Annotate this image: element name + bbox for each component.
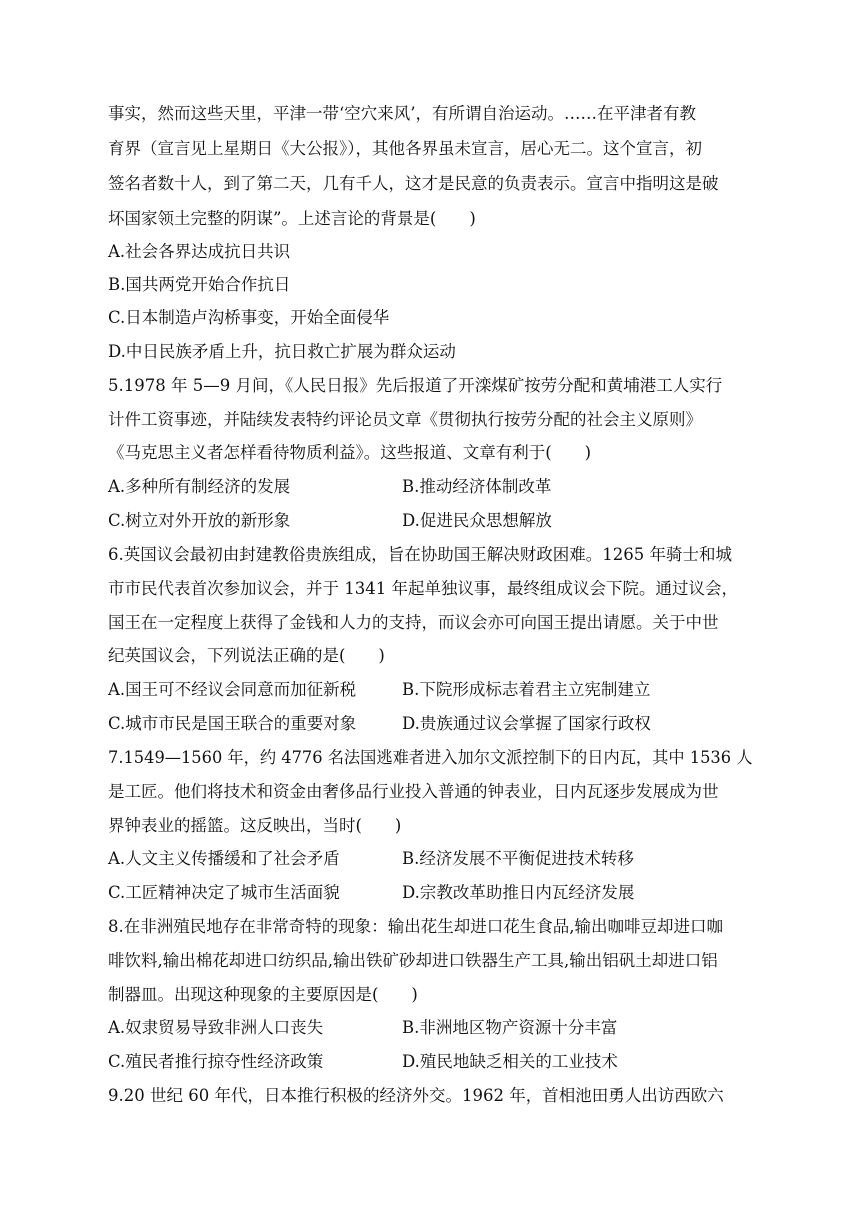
q5-option-c: C.树立对外开放的新形象 [108,511,291,530]
q4-stem-line: 事实，然而这些天里，平津一带‘空穴来风’，有所谓自治运动。……在平津者有教 [108,104,696,123]
q8-stem-line: 啡饮料,输出棉花却进口纺织品,输出铁矿砂却进口铁器生产工具,输出铝矾土却进口铝 [108,951,718,970]
q4-stem-line: 坏国家领土完整的阴谋”。上述言论的背景是( ) [108,209,476,228]
q6-stem-line: 纪英国议会，下列说法正确的是( ) [108,646,385,665]
q7-option-c: C.工匠精神决定了城市生活面貌 [108,883,340,902]
q6-option-c: C.城市市民是国王联合的重要对象 [108,714,357,733]
q5-option-d: D.促进民众思想解放 [402,511,552,530]
q8-stem-line: 8.在非洲殖民地存在非常奇特的现象：输出花生却进口花生食品,输出咖啡豆却进口咖 [108,917,723,936]
q5-stem-line: 5.1978 年 5—9 月间，《人民日报》先后报道了开滦煤矿按劳分配和黄埔港工人实行 [108,376,723,395]
q8-stem-line: 制器皿。出现这种现象的主要原因是( ) [108,985,418,1004]
q6-stem-line: 国王在一定程度上获得了金钱和人力的支持，而议会亦可向国王提出请愿。关于中世 [108,613,719,632]
q7-stem-line: 是工匠。他们将技术和资金由奢侈品行业投入普通的钟表业，日内瓦逐步发展成为世 [108,782,719,801]
q6-stem-line: 市市民代表首次参加议会，并于 1341 年起单独议事，最终组成议会下院。通过议会， [108,579,738,598]
q4-stem-line: 签名者数十人，到了第二天，几有千人，这才是民意的负责表示。宣言中指明这是破 [108,174,719,193]
q5-option-a: A.多种所有制经济的发展 [108,477,291,496]
q8-option-d: D.殖民地缺乏相关的工业技术 [402,1052,618,1071]
q7-stem-line: 界钟表业的摇篮。这反映出，当时( ) [108,816,402,835]
q4-option-b: B.国共两党开始合作抗日 [108,275,291,294]
q7-option-b: B.经济发展不平衡促进技术转移 [402,849,634,868]
q9-stem-line: 9.20 世纪 60 年代，日本推行积极的经济外交。1962 年，首相池田勇人出访西欧六 [108,1086,724,1105]
q6-option-b: B.下院形成标志着君主立宪制建立 [402,680,651,699]
q7-option-a: A.人文主义传播缓和了社会矛盾 [108,849,340,868]
q5-stem-line: 《马克思主义者怎样看待物质利益》。这些报道、文章有利于( ) [108,443,592,462]
q8-option-b: B.非洲地区物产资源十分丰富 [402,1018,618,1037]
q6-option-d: D.贵族通过议会掌握了国家行政权 [402,714,651,733]
q4-option-c: C.日本制造卢沟桥事变，开始全面侵华 [108,308,390,327]
q4-option-a: A.社会各界达成抗日共识 [108,242,291,261]
q7-option-d: D.宗教改革助推日内瓦经济发展 [402,883,635,902]
q7-stem-line: 7.1549—1560 年，约 4776 名法国逃难者进入加尔文派控制下的日内瓦，其中 1536 人 [108,748,753,767]
q5-option-b: B.推动经济体制改革 [402,477,552,496]
q8-option-a: A.奴隶贸易导致非洲人口丧失 [108,1018,324,1037]
q6-stem-line: 6.英国议会最初由封建教俗贵族组成，旨在协助国王解决财政困难。1265 年骑士和城 [108,545,732,564]
q6-option-a: A.国王可不经议会同意而加征新税 [108,680,357,699]
q8-option-c: C.殖民者推行掠夺性经济政策 [108,1052,324,1071]
q4-option-d: D.中日民族矛盾上升，抗日救亡扩展为群众运动 [108,342,456,361]
q5-stem-line: 计件工资事迹，并陆续发表特约评论员文章《贯彻执行按劳分配的社会主义原则》 [108,410,702,429]
q4-stem-line: 育界（宣言见上星期日《大公报》），其他各界虽未宣言，居心无二。这个宣言，初 [108,139,702,158]
